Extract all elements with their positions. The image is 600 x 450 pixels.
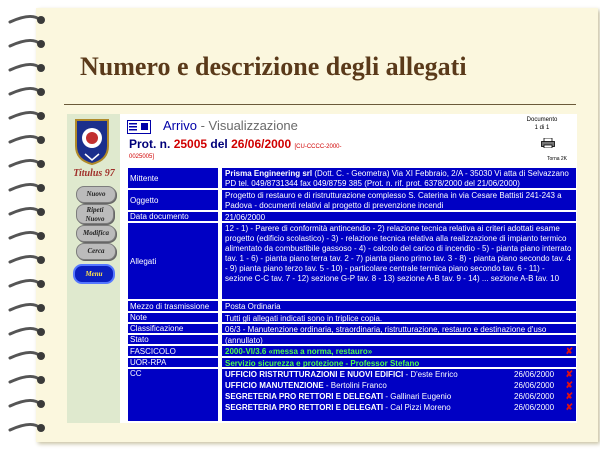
cc-office: UFFICIO MANUTENZIONE (225, 381, 324, 390)
cc-office: SEGRETERIA PRO RETTORI E DELEGATI (225, 403, 384, 412)
field-row-stato (127, 334, 577, 345)
spiral-binding-icon (0, 0, 48, 450)
field-row-classificazione (127, 323, 577, 334)
delete-x-icon[interactable]: ✘ (565, 391, 573, 401)
field-label: Data documento (127, 211, 219, 222)
cc-row[interactable] (225, 370, 458, 380)
delete-x-icon[interactable]: ✘ (565, 380, 573, 390)
document-count: 1 di 1 (534, 125, 550, 131)
field-value: (annullato) (221, 334, 577, 345)
record-header (127, 114, 577, 166)
cc-date: 26/06/2000 (514, 381, 555, 390)
fascicolo-link[interactable]: 2000-VI/3.6 «messa a norma, restauro» (225, 347, 373, 356)
field-row-allegati (127, 222, 577, 300)
field-value (221, 167, 577, 189)
university-seal-logo-icon (73, 118, 111, 166)
field-value: 21/06/2000 (221, 211, 577, 222)
field-label: Stato (127, 334, 219, 345)
field-label: UOR-RPA (127, 357, 219, 368)
prot-number: 25005 (173, 137, 208, 151)
field-value: 12 - 1) - Parere di conformità antincendio - 2) relazione tecnica relativa ai criteri adottati esame progetto (edificio scolastico) - 3) - relazione tecnica relativa alla realizzazione di impianto termico alimentato da combustibile gassoso - 4) - calcolo del carico di incendio - 5) - pianta piano interrato tav. 1 - 6) - pianta piano terra tav. 2 - 7) pianta piano primo tav. 3 - 8) - pianta piano secondo tav. 4 - 9) pianta piano terzo tav. 5 - 10) - particolare centrale termica piano secondo tav. 6 - 11) - sezione C-C tav. 7 - 12) sezione G-P tav. 8 - 13) sezione A-B tav. 9 - 14) ... sezione A-B tav. 10 (221, 222, 577, 300)
field-label: Note (127, 312, 219, 323)
field-value (221, 345, 577, 357)
delete-x-icon[interactable]: ✘ (565, 402, 573, 412)
delete-x-icon[interactable]: ✘ (565, 369, 573, 379)
field-row-cc (127, 368, 577, 422)
menu-button[interactable]: Menu (73, 264, 115, 284)
field-label: Classificazione (127, 323, 219, 334)
cc-row[interactable] (225, 381, 387, 391)
edit-button[interactable]: Modifica (76, 225, 116, 242)
field-label: Oggetto (127, 189, 219, 211)
cc-date: 26/06/2000 (514, 370, 555, 379)
sidebar (67, 114, 120, 423)
cc-office: SEGRETERIA PRO RETTORI E DELEGATI (225, 392, 384, 401)
field-label: FASCICOLO (127, 345, 219, 357)
brand-label: Titulus 97 (73, 168, 115, 179)
field-label: CC (127, 368, 219, 422)
title-divider (64, 104, 576, 105)
field-row-uor-rpa (127, 357, 577, 368)
field-row-note (127, 312, 577, 323)
visualizzazione-label: - Visualizzazione (200, 118, 298, 133)
cc-row[interactable] (225, 403, 451, 413)
uor-rpa-value[interactable]: Servizio sicurezza e protezione - Professor Stefano (225, 359, 420, 368)
protocol-number (129, 137, 342, 151)
field-label: Mezzo di trasmissione (127, 300, 219, 312)
cc-person: - D'este Enrico (405, 370, 458, 379)
field-row-mittente (127, 167, 577, 189)
cc-person: - Bertolini Franco (325, 381, 387, 390)
document-label: Documento (526, 117, 558, 123)
cc-date: 26/06/2000 (514, 392, 555, 401)
prot-del: del (210, 137, 228, 151)
cc-row[interactable] (225, 392, 451, 402)
sender-name: Prisma Engineering srl (225, 169, 313, 178)
cc-list (221, 368, 577, 422)
printer-icon[interactable] (541, 138, 555, 148)
prot-code: [CU-CCCC-2000- (294, 144, 342, 150)
field-row-fascicolo (127, 345, 577, 357)
prot-prefix: Prot. n. (129, 137, 171, 151)
repeat-new-button[interactable]: Ripeti Nuovo (76, 204, 114, 224)
new-button[interactable]: Nuovo (76, 186, 116, 203)
cc-office: UFFICIO RISTRUTTURAZIONI E NUOVI EDIFICI (225, 370, 404, 379)
cc-date: 26/06/2000 (514, 403, 555, 412)
return-link[interactable]: Torna 2K (547, 156, 568, 162)
field-value: Progetto di restauro e di ristrutturazione complesso S. Caterina in via Cesare Battisti 241-243 a Padova - documenti relativi al progetto di prevenzione incendi (221, 189, 577, 211)
field-value (221, 357, 577, 368)
field-value: Tutti gli allegati indicati sono in triplice copia. (221, 312, 577, 323)
arrivo-label: Arrivo (163, 118, 197, 133)
field-row-mezzo (127, 300, 577, 312)
field-label: Mittente (127, 167, 219, 189)
field-value: 06/3 - Manutenzione ordinaria, straordinaria, ristrutturazione, restauro e destinazione d'uso (221, 323, 577, 334)
sender-details: (Dott. C. - Geometra) Via XI Febbraio, 2/A - 35030 Vi atta di Selvazzano PD tel. 049/8731344 fax 049/8759 385 (Prot. n. rif. prot. 6378/2000 del 21/06/2000) (225, 169, 569, 188)
field-label: Allegati (127, 222, 219, 300)
app-screenshot (67, 114, 577, 423)
search-button[interactable]: Cerca (76, 243, 116, 260)
page-heading (163, 118, 298, 133)
mail-icon (127, 120, 151, 134)
prot-code-continuation: 0025005] (129, 154, 155, 160)
field-row-oggetto (127, 189, 577, 211)
cc-person: - Gallinari Eugenio (385, 392, 452, 401)
prot-date: 26/06/2000 (231, 137, 292, 151)
field-value: Posta Ordinaria (221, 300, 577, 312)
field-row-data-documento (127, 211, 577, 222)
slide-title: Numero e descrizione degli allegati (80, 52, 467, 81)
document-counter (511, 116, 573, 132)
cc-person: - Cal Pizzi Moreno (385, 403, 451, 412)
delete-x-icon[interactable]: ✘ (565, 346, 573, 356)
